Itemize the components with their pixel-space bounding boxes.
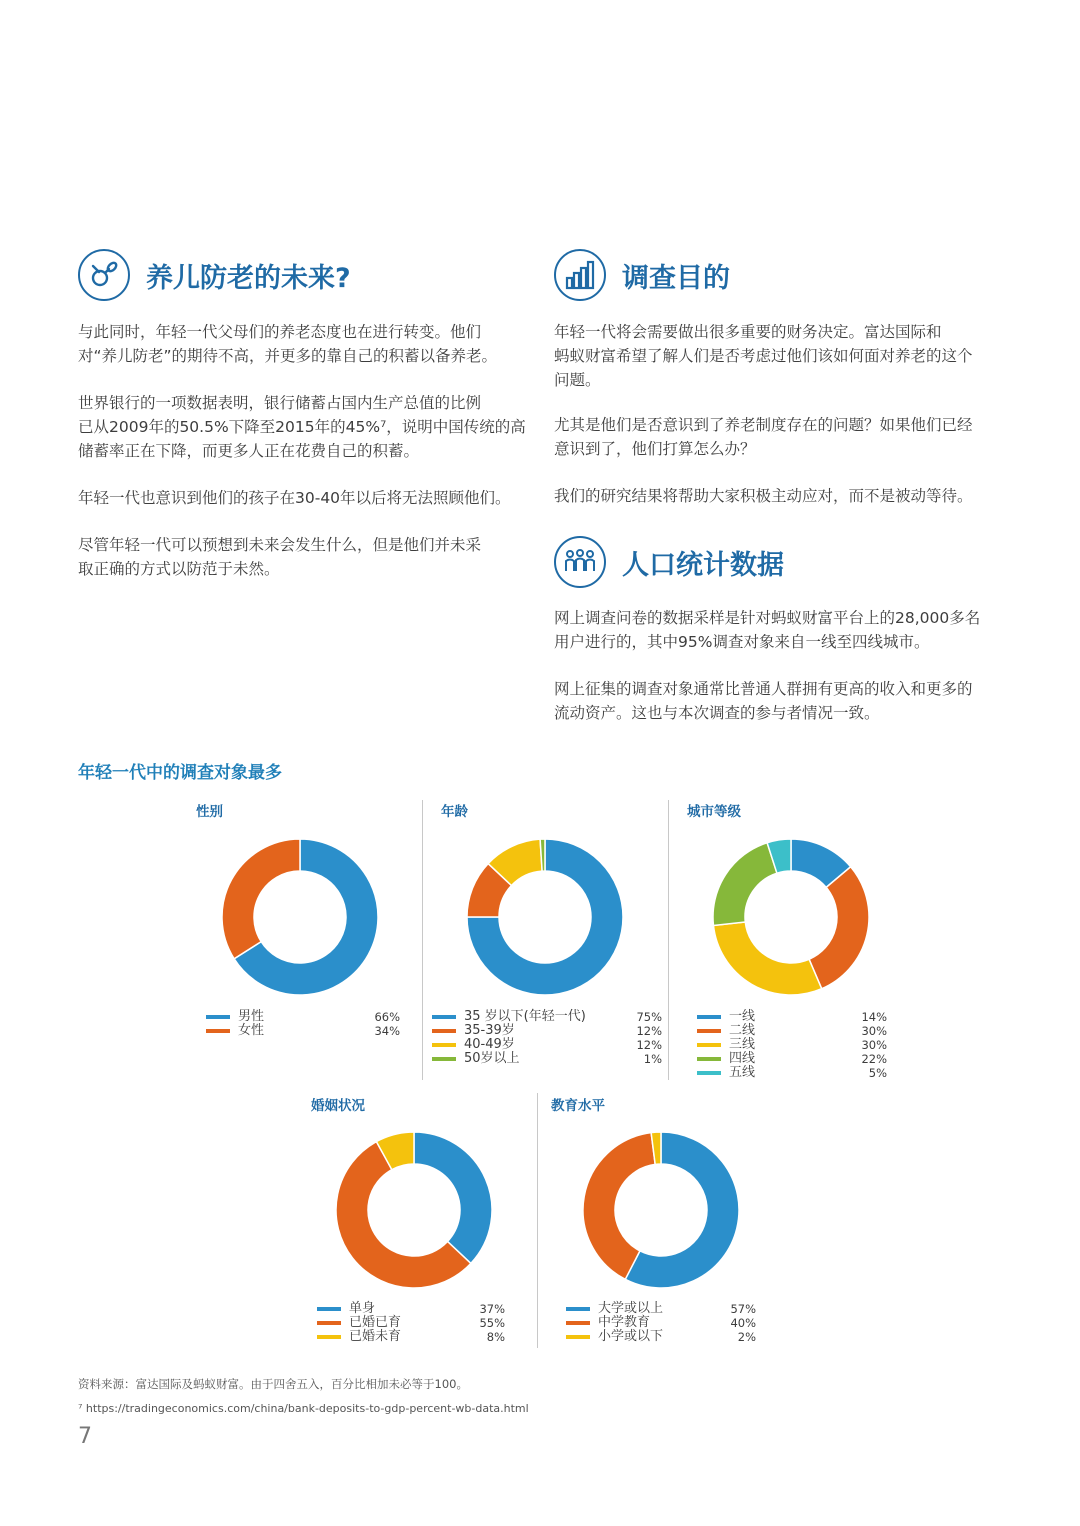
chart-legend xyxy=(432,1010,662,1066)
legend-item xyxy=(432,1010,662,1024)
legend-swatch xyxy=(566,1321,590,1325)
legend-item xyxy=(566,1316,756,1330)
legend-swatch xyxy=(566,1335,590,1339)
legend-label: 单身 xyxy=(349,1301,376,1316)
paragraph xyxy=(554,677,973,725)
legend-label: 已婚未育 xyxy=(349,1329,402,1344)
section-left-title: 养儿防老的未来? xyxy=(146,262,351,294)
legend-swatch xyxy=(697,1043,721,1047)
chart-legend xyxy=(317,1302,505,1344)
legend-item xyxy=(206,1024,400,1038)
donut-chart xyxy=(220,837,380,997)
legend-swatch xyxy=(432,1057,456,1061)
legend-label: 四线 xyxy=(729,1051,756,1066)
chart-divider xyxy=(422,800,423,1080)
chart-title: 婚姻状况 xyxy=(311,1098,365,1114)
paragraph-line: 蚂蚁财富希望了解人们是否考虑过他们该如何面对养老的这个 xyxy=(554,347,973,365)
legend-item xyxy=(697,1024,887,1038)
legend-swatch xyxy=(432,1015,456,1019)
paragraph-line: 年轻一代也意识到他们的孩子在30-40年以后将无法照顾他们。 xyxy=(78,489,511,507)
legend-item xyxy=(697,1066,887,1080)
legend-item xyxy=(566,1302,756,1316)
legend-swatch xyxy=(432,1043,456,1047)
legend-item xyxy=(317,1316,505,1330)
paragraph xyxy=(78,391,526,463)
paragraph-line: 对“养儿防老”的期待不高，并更多的靠自己的积蓄以备养老。 xyxy=(78,347,498,365)
paragraph-line: 尤其是他们是否意识到了养老制度存在的问题？如果他们已经 xyxy=(554,416,973,434)
legend-label: 35-39岁 xyxy=(464,1023,515,1038)
legend-value: 66% xyxy=(374,1010,400,1024)
legend-item xyxy=(697,1010,887,1024)
legend-value: 40% xyxy=(730,1316,756,1330)
legend-label: 五线 xyxy=(729,1065,756,1080)
chart-divider xyxy=(668,800,669,1080)
paragraph xyxy=(78,486,511,510)
chart-title: 年龄 xyxy=(441,804,468,820)
legend-item xyxy=(432,1024,662,1038)
paragraph-line: 储蓄率正在下降，而更多人正在花费自己的积蓄。 xyxy=(78,442,420,460)
legend-item xyxy=(317,1302,505,1316)
donut-chart xyxy=(581,1130,741,1290)
legend-label: 大学或以上 xyxy=(598,1301,664,1316)
paragraph xyxy=(554,484,973,508)
legend-swatch xyxy=(206,1015,230,1019)
chart-title: 城市等级 xyxy=(687,804,741,820)
chart-title: 教育水平 xyxy=(551,1098,605,1114)
legend-label: 三线 xyxy=(729,1037,756,1052)
paragraph-line: 意识到了，他们打算怎么办？ xyxy=(554,440,756,458)
legend-swatch xyxy=(206,1029,230,1033)
legend-value: 5% xyxy=(868,1066,887,1080)
section-left-header xyxy=(78,249,351,301)
donut-slice xyxy=(222,839,300,959)
legend-swatch xyxy=(697,1057,721,1061)
legend-item xyxy=(206,1010,400,1024)
legend-label: 二线 xyxy=(729,1023,756,1038)
charts-heading: 年轻一代中的调查对象最多 xyxy=(78,763,282,783)
legend-label: 女性 xyxy=(238,1023,265,1038)
paragraph-line: 取正确的方式以防范于未然。 xyxy=(78,560,280,578)
legend-item xyxy=(566,1330,756,1344)
section-right-title: 调查目的 xyxy=(622,262,730,294)
source-footnote: 资料来源：富达国际及蚂蚁财富。由于四舍五入，百分比相加未必等于100。 xyxy=(78,1377,468,1391)
paragraph-line: 尽管年轻一代可以预想到未来会发生什么，但是他们并未采 xyxy=(78,536,482,554)
legend-swatch xyxy=(566,1307,590,1311)
paragraph-line: 网上调查问卷的数据采样是针对蚂蚁财富平台上的28,000多名 xyxy=(554,609,981,627)
legend-label: 小学或以下 xyxy=(598,1329,664,1344)
paragraph xyxy=(78,533,481,581)
paragraph-line: 网上征集的调查对象通常比普通人群拥有更高的收入和更多的 xyxy=(554,680,973,698)
legend-value: 75% xyxy=(636,1010,662,1024)
paragraph-line: 与此同时，年轻一代父母们的养老态度也在进行转变。他们 xyxy=(78,323,482,341)
donut-chart xyxy=(334,1130,494,1290)
donut-chart xyxy=(711,837,871,997)
legend-label: 男性 xyxy=(238,1009,265,1024)
legend-label: 40-49岁 xyxy=(464,1037,515,1052)
paragraph-line: 问题。 xyxy=(554,371,601,389)
chart-title: 性别 xyxy=(196,804,223,820)
legend-value: 55% xyxy=(479,1316,505,1330)
section-demographics-title: 人口统计数据 xyxy=(622,549,784,581)
paragraph-line: 已从2009年的50.5%下降至2015年的45%⁷，说明中国传统的高 xyxy=(78,418,526,436)
paragraph xyxy=(554,606,980,654)
legend-value: 12% xyxy=(636,1038,662,1052)
legend-value: 14% xyxy=(861,1010,887,1024)
legend-label: 35 岁以下(年轻一代) xyxy=(464,1009,586,1024)
paragraph-line: 用户进行的，其中95%调查对象来自一线至四线城市。 xyxy=(554,633,930,651)
legend-swatch xyxy=(317,1321,341,1325)
legend-swatch xyxy=(697,1015,721,1019)
legend-item xyxy=(432,1052,662,1066)
donut-slice xyxy=(414,1132,492,1263)
donut-slice xyxy=(809,867,869,989)
legend-swatch xyxy=(432,1029,456,1033)
chart-legend xyxy=(697,1010,887,1080)
chart-legend xyxy=(566,1302,756,1344)
pacifier-icon xyxy=(78,249,130,301)
paragraph xyxy=(78,320,497,368)
donut-chart xyxy=(465,837,625,997)
legend-item xyxy=(697,1052,887,1066)
section-right-header xyxy=(554,249,730,301)
legend-item xyxy=(317,1330,505,1344)
legend-value: 34% xyxy=(374,1024,400,1038)
legend-value: 1% xyxy=(643,1052,662,1066)
legend-item xyxy=(697,1038,887,1052)
donut-slice xyxy=(713,843,777,926)
paragraph xyxy=(554,320,973,392)
legend-swatch xyxy=(697,1071,721,1075)
legend-value: 37% xyxy=(479,1302,505,1316)
legend-swatch xyxy=(317,1307,341,1311)
reference-footnote: ⁷ https://tradingeconomics.com/china/bank-deposits-to-gdp-percent-wb-data.html xyxy=(78,1402,529,1415)
legend-value: 8% xyxy=(486,1330,505,1344)
page-number: 7 xyxy=(78,1424,92,1449)
legend-label: 50岁以上 xyxy=(464,1051,520,1066)
donut-slice xyxy=(713,922,821,995)
legend-swatch xyxy=(317,1335,341,1339)
legend-value: 57% xyxy=(730,1302,756,1316)
section-demographics-header xyxy=(554,536,784,588)
legend-item xyxy=(432,1038,662,1052)
paragraph-line: 世界银行的一项数据表明，银行储蓄占国内生产总值的比例 xyxy=(78,394,482,412)
paragraph-line: 流动资产。这也与本次调查的参与者情况一致。 xyxy=(554,704,880,722)
legend-swatch xyxy=(697,1029,721,1033)
bar-chart-icon xyxy=(554,249,606,301)
chart-divider xyxy=(537,1093,538,1348)
legend-label: 已婚已育 xyxy=(349,1315,402,1330)
paragraph xyxy=(554,413,973,461)
legend-value: 22% xyxy=(861,1052,887,1066)
legend-label: 一线 xyxy=(729,1009,756,1024)
paragraph-line: 我们的研究结果将帮助大家积极主动应对，而不是被动等待。 xyxy=(554,487,973,505)
people-icon xyxy=(554,536,606,588)
legend-value: 2% xyxy=(737,1330,756,1344)
chart-legend xyxy=(206,1010,400,1038)
legend-label: 中学教育 xyxy=(598,1315,651,1330)
legend-value: 30% xyxy=(861,1024,887,1038)
paragraph-line: 年轻一代将会需要做出很多重要的财务决定。富达国际和 xyxy=(554,323,942,341)
legend-value: 30% xyxy=(861,1038,887,1052)
legend-value: 12% xyxy=(636,1024,662,1038)
